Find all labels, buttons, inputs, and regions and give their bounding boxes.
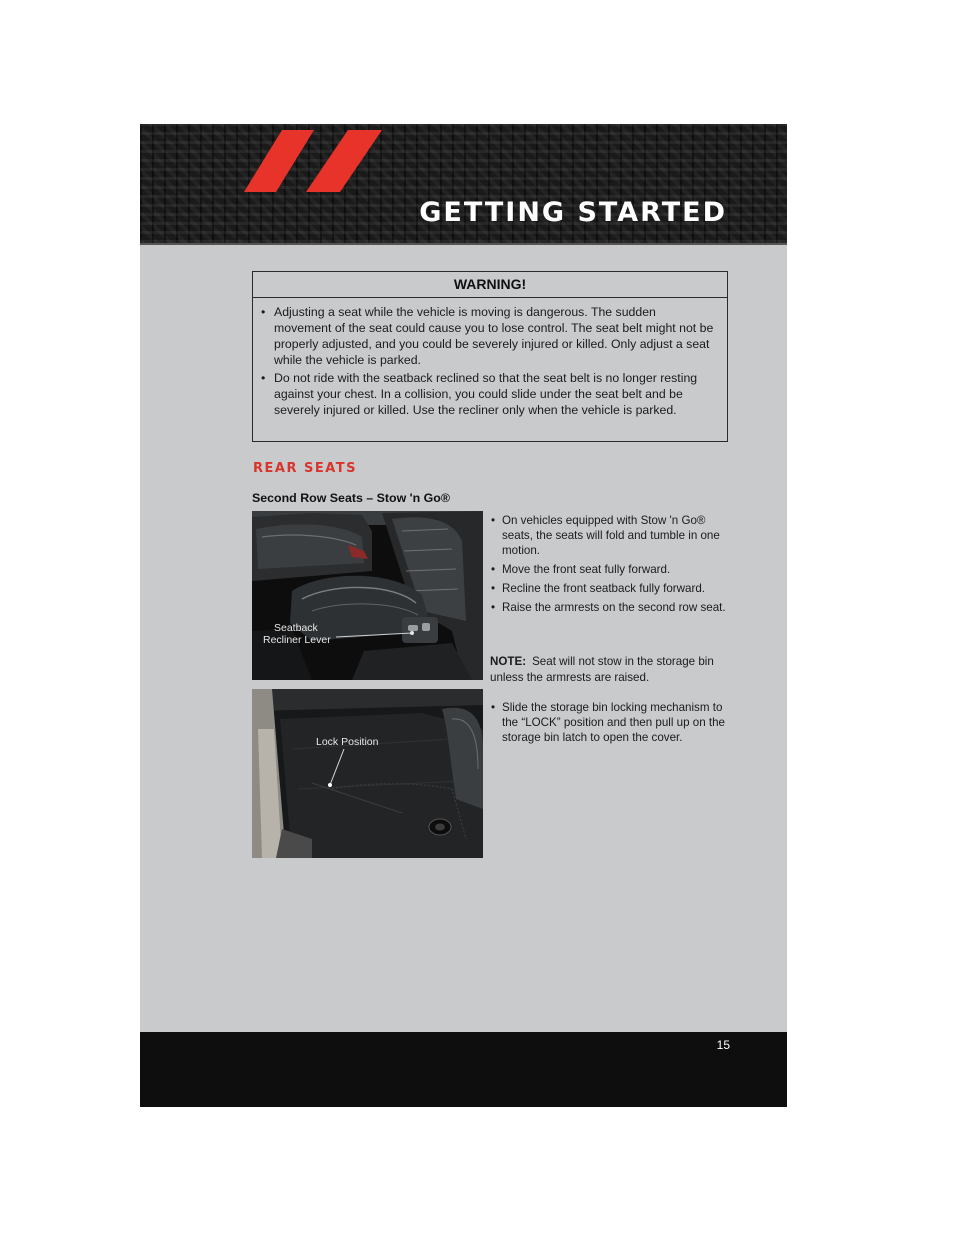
warning-list [253,304,727,418]
warning-item: • Adjusting a seat while the vehicle is moving is dangerous. The sudden movement of the seat could cause you to lose control. The seat belt might not be properly adjusted, and you could be severely injured or killed. Only adjust a seat while the vehicle is parked. [274,304,715,368]
seatback-recliner-photo [252,511,483,680]
list-item: • On vehicles equipped with Stow 'n Go® seats, the seats will fold and tumble in one motion. [502,513,730,558]
warning-box [252,271,728,442]
page-number: 15 [716,1038,730,1052]
callout-lock-position: Lock Position [316,736,379,748]
warning-title: WARNING! [253,272,727,298]
list-item: • Raise the armrests on the second row seat. [502,600,730,615]
lock-position-photo [252,689,483,858]
callout-seatback-line1: Seatback [274,622,318,634]
section-header [140,124,787,245]
callout-seatback-line2: Recliner Lever [263,634,331,646]
warning-item: • Do not ride with the seatback reclined so that the seat belt is no longer resting against your chest. In a collision, you could slide under the seat belt and be severely injured or killed. Use the recliner only when the vehicle is parked. [274,370,715,418]
list-item: • Move the front seat fully forward. [502,562,730,577]
note-label: NOTE: [490,655,527,668]
manual-page [140,124,787,1107]
section-title: GETTING STARTED [419,197,727,228]
list-item: • Recline the front seatback fully forward. [502,581,730,596]
note-text: Seat will not stow in the storage bin unless the armrests are raised. [490,655,714,684]
stow-n-go-subheading: Second Row Seats – Stow 'n Go® [252,491,450,505]
storage-bin-steps-list [502,700,730,749]
rear-seats-heading: REAR SEATS [253,461,358,476]
list-item: • Slide the storage bin locking mechanism to the “LOCK” position and then pull up on the storage bin latch to open the cover. [502,700,730,745]
brand-stripes-logo [244,130,384,192]
note-paragraph [490,654,730,686]
page-footer [140,1032,787,1107]
stow-steps-list [502,513,730,619]
